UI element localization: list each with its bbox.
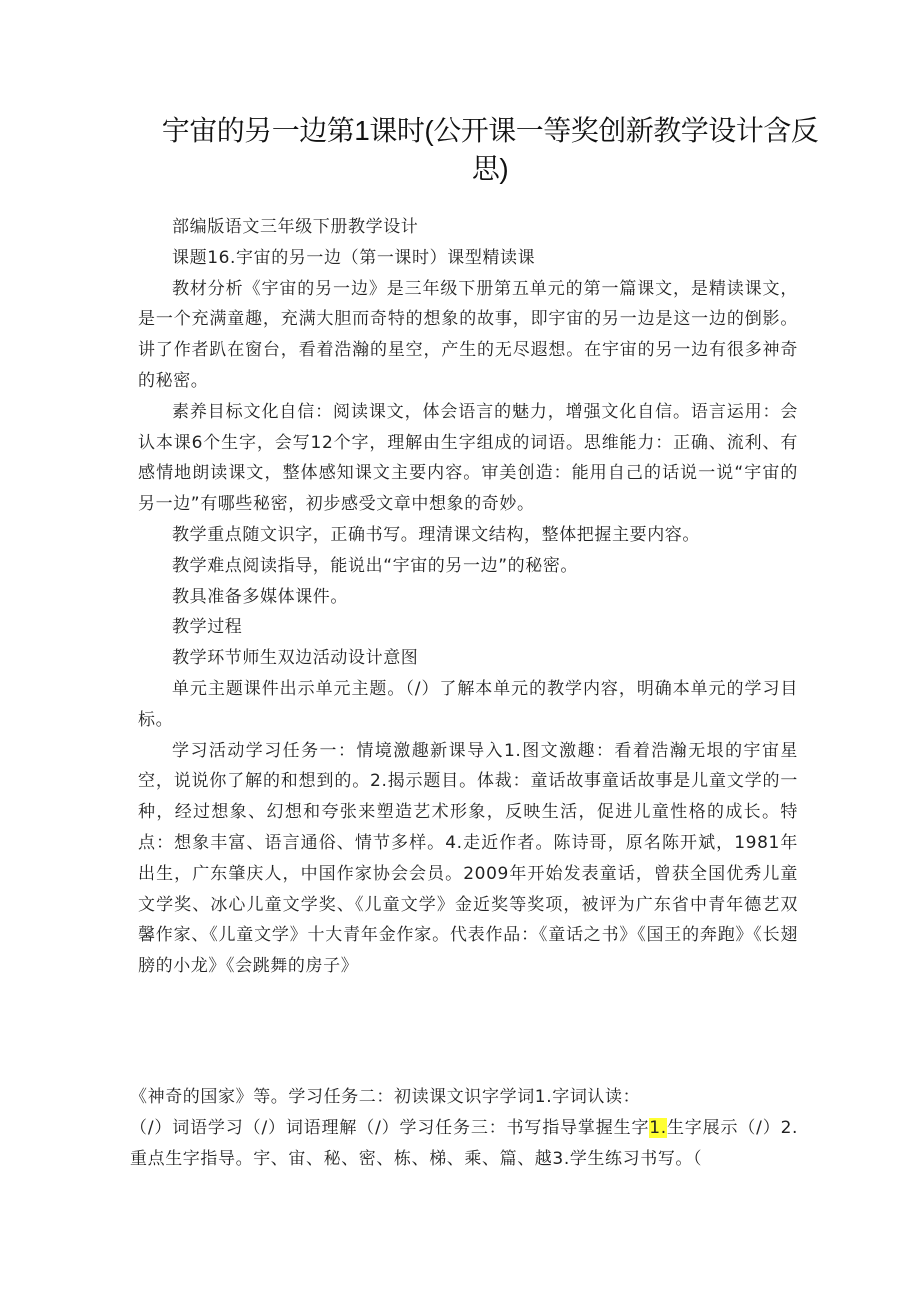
highlighted-text: 1. [649,1117,667,1138]
paragraph-lesson-topic: 课题16.宇宙的另一边（第一课时）课型精读课 [172,247,536,268]
tail-text-before: （/）词语学习（/）词语理解（/）学习任务三：书写指导掌握生字 [130,1117,650,1138]
paragraph-key-points: 教学重点随文识字，正确书写。理清课文结构，整体把握主要内容。 [172,524,700,545]
tail-line-2 [130,1113,798,1175]
paragraph-material-analysis: 教材分析《宇宙的另一边》是三年级下册第五单元的第一篇课文，是精读课文，是一个充满童趣，充满大胆而奇特的想象的故事，即宇宙的另一边是这一边的倒影。讲了作者趴在窗台，看着浩瀚的星空，产生的无尽遐想。在宇宙的另一边有很多神奇的秘密。 [138,278,798,391]
paragraph-literacy-goals: 素养目标文化自信：阅读课文，体会语言的魅力，增强文化自信。语言运用：会认本课6个生字，会写12个字，理解由生字组成的词语。思维能力：正确、流利、有感情地朗读课文，整体感知课文主要内容。审美创造：能用自己的话说一说“宇宙的另一边”有哪些秘密，初步感受文章中想象的奇妙。 [138,401,798,515]
document-tail [130,1082,798,1174]
paragraph-difficulties: 教学难点阅读指导，能说出“宇宙的另一边”的秘密。 [172,555,579,576]
paragraph-process-columns: 教学环节师生双边活动设计意图 [172,648,419,669]
paragraph-unit-theme: 单元主题课件出示单元主题。（/）了解本单元的教学内容，明确本单元的学习目标。 [138,678,798,730]
tail-text-after: 生字展示（/）2.重点生字指导。宇、宙、秘、密、栋、梯、乘、篇、越3.学生练习书写。（ [130,1117,799,1169]
document-title: 宇宙的另一边第1课时(公开课一等奖创新教学设计含反思) [161,115,819,184]
document-body [138,212,798,982]
paragraph-process-heading: 教学过程 [172,617,243,638]
paragraph-subject: 部编版语文三年级下册教学设计 [172,217,419,237]
tail-line-1: 《神奇的国家》等。学习任务二：初读课文识字学词1.字词认读： [130,1087,641,1107]
paragraph-teaching-aids: 教具准备多媒体课件。 [172,586,348,607]
paragraph-learning-activity: 学习活动学习任务一：情境激趣新课导入1.图文激趣：看着浩瀚无垠的宇宙星空，说说你了解的和想到的。2.揭示题目。体裁：童话故事童话故事是儿童文学的一种，经过想象、幻想和夸张来塑造艺术形象，反映生活，促进儿童性格的成长。特点：想象丰富、语言通俗、情节多样。4.走近作者。陈诗哥，原名陈开斌，1981年出生，广东肇庆人，中国作家协会会员。2009年开始发表童话，曾获全国优秀儿童文学奖、冰心儿童文学奖、《儿童文学》金近奖等奖项，被评为广东省中青年德艺双馨作家、《儿童文学》十大青年金作家。代表作品：《童话之书》《国王的奔跑》《长翅膀的小龙》《会跳舞的房子》 [138,740,798,977]
